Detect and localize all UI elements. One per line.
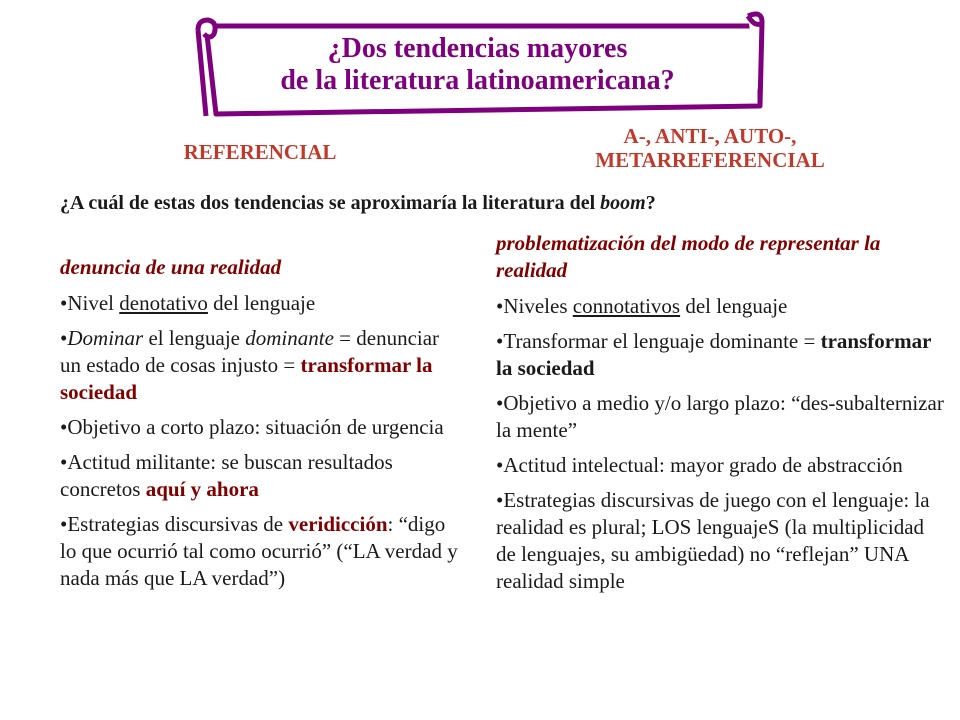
left-item-2-italic-2: dominante: [245, 326, 334, 350]
left-item-2-bold: transformar la sociedad: [60, 353, 433, 404]
left-item-3: •Objetivo a corto plazo: situación de urgencia: [60, 415, 444, 439]
left-item-1-tail: del lenguaje: [207, 291, 316, 315]
title-line-2: de la literatura latinoamericana?: [280, 65, 675, 96]
left-item-1: [60, 290, 460, 317]
right-intro: problematización del modo de representar la realidad: [496, 231, 881, 282]
right-item-1-tail: del lenguaje: [680, 294, 788, 318]
right-item-2-text: •Transformar el lenguaje dominante =: [496, 329, 821, 353]
left-item-2-text-2: = denunciar un estado de cosas injusto =: [60, 326, 440, 377]
left-item-4-text: •Actitud militante: se buscan resultados concretos: [60, 450, 393, 501]
left-item-4-bold: aquí y ahora: [145, 477, 259, 501]
question-text: ¿A cuál de estas dos tendencias se aproximaría la literatura del: [60, 192, 601, 214]
left-item-5-tail: : “digo lo que ocurrió tal como ocurrió” (“LA verdad y nada más que LA verdad”): [60, 512, 458, 590]
left-intro: denuncia de una realidad: [60, 255, 282, 279]
column-referencial: [60, 254, 460, 600]
left-item-1-underlined: denotativo: [119, 291, 208, 315]
left-item-2-italic-1: Dominar: [67, 326, 144, 350]
question-boom-word: boom: [600, 192, 646, 214]
right-item-2-bold: transformar la sociedad: [496, 329, 932, 380]
right-item-4: •Actitud intelectual: mayor grado de abstracción: [496, 453, 903, 477]
title-line-1: ¿Dos tendencias mayores: [327, 33, 628, 64]
boom-question: [60, 192, 940, 215]
left-item-5: [60, 511, 460, 592]
left-item-1-text: •Nivel: [60, 291, 120, 315]
header-right-line-2: METARREFERENCIAL: [595, 148, 825, 172]
left-item-2-text: el lenguaje: [143, 326, 246, 350]
left-item-2: [60, 325, 460, 406]
page-title: [200, 33, 755, 97]
left-item-4: [60, 449, 460, 503]
left-item-5-text: •Estrategias discursivas de: [60, 512, 289, 536]
left-item-5-bold: veridicción: [288, 512, 388, 536]
question-mark: ?: [645, 192, 656, 214]
header-metarreferencial: [520, 124, 900, 172]
header-referencial: REFERENCIAL: [183, 140, 337, 164]
right-item-5: •Estrategias discursivas de juego con el lenguaje: la realidad es plural; LOS lenguajeS (la multiplicidad de lenguajes, su ambigüedad) no “reflejan” UNA realidad simple: [496, 488, 930, 593]
right-item-1: [496, 293, 946, 320]
right-item-1-underlined: connotativos: [572, 294, 681, 318]
right-item-2: [496, 328, 946, 382]
column-metarreferencial: [496, 230, 946, 603]
right-item-3: •Objetivo a medio y/o largo plazo: “des-subalternizar la mente”: [496, 391, 944, 442]
right-item-1-text: •Niveles: [496, 294, 573, 318]
left-item-2-bullet: •: [60, 326, 68, 350]
header-right-line-1: A-, ANTI-, AUTO-,: [623, 124, 797, 148]
